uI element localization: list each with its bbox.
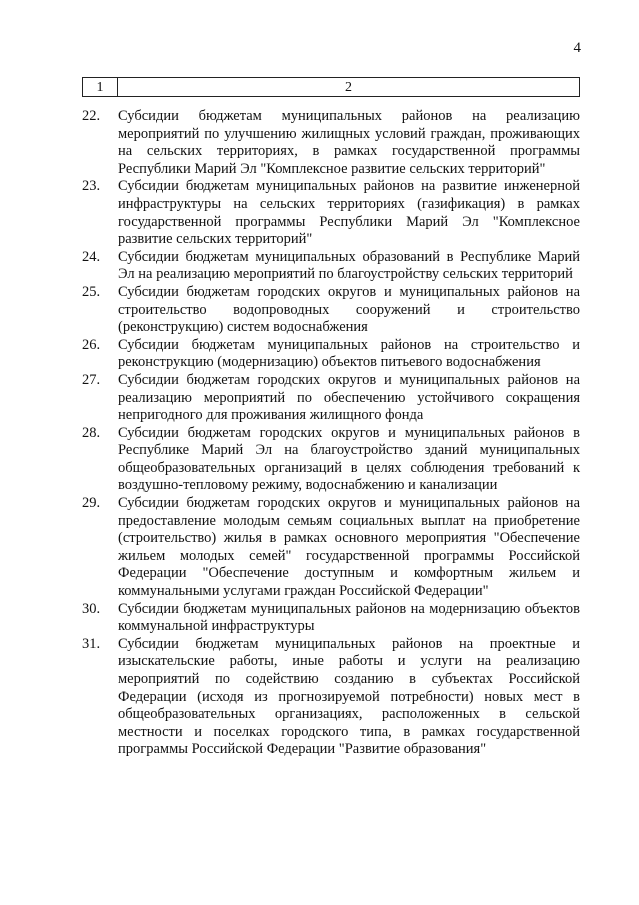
item-text: Субсидии бюджетам муниципальных районов на модернизацию объектов коммунальной инфраструктуры — [118, 600, 580, 635]
list-item — [82, 372, 580, 425]
item-number: 25. — [82, 283, 101, 300]
item-text: Субсидии бюджетам городских округов и муниципальных районов на реализацию мероприятий по обеспечению устойчивого сокращения непригодного для проживания жилищного фонда — [118, 371, 580, 424]
item-number: 31. — [82, 635, 101, 652]
item-number: 24. — [82, 248, 101, 265]
item-text: Субсидии бюджетам муниципальных образований в Республике Марий Эл на реализацию мероприятий по благоустройству сельских территорий — [118, 248, 580, 283]
table-header-col1: 1 — [83, 78, 118, 96]
list-item — [82, 178, 580, 248]
list-item — [82, 284, 580, 337]
item-text: Субсидии бюджетам городских округов и муниципальных районов в Республике Марий Эл на благоустройство зданий муниципальных общеобразовательных организаций в целях соблюдения требований к воздушно-тепловому режиму, водоснабжению и канализации — [118, 424, 580, 494]
list-item — [82, 249, 580, 284]
item-text: Субсидии бюджетам муниципальных районов на строительство и реконструкцию (модернизацию) объектов питьевого водоснабжения — [118, 336, 580, 371]
item-number: 26. — [82, 336, 101, 353]
item-number: 29. — [82, 495, 101, 512]
list-item — [82, 337, 580, 372]
item-text: Субсидии бюджетам городских округов и муниципальных районов на предоставление молодым семьям социальных выплат на приобретение (строительство) жилья в рамках основного мероприятия "Обеспечение жильем молодых семей" государственной программы Российской Федерации "Обеспечение доступным и комфортным жильем и коммунальными услугами граждан Российской Федерации" — [118, 495, 580, 600]
table-header-col2: 2 — [345, 80, 352, 95]
list-item — [82, 425, 580, 495]
item-text: Субсидии бюджетам муниципальных районов на проектные и изыскательские работы, иные работы и услуги на реализацию мероприятий по содействию созданию в субъектах Российской Федерации (исходя из прогнозируемой потребности) новых мест в общеобразовательных организациях, расположенных в сельской местности и поселках городского типа, в рамках государственной программы Российской Федерации "Развитие образования" — [118, 635, 580, 758]
list-item — [82, 495, 580, 601]
list-item — [82, 108, 580, 178]
item-number: 22. — [82, 108, 101, 124]
item-number: 27. — [82, 371, 101, 388]
item-text: Субсидии бюджетам муниципальных районов на реализацию мероприятий по улучшению жилищных условий граждан, проживающих на сельских территориях, в рамках государственной программы Республики Марий Эл "Комплексное развитие сельских территорий" — [118, 108, 580, 177]
list-item — [82, 636, 580, 759]
item-number: 30. — [82, 600, 101, 617]
item-text: Субсидии бюджетам городских округов и муниципальных районов на строительство водопроводных сооружений и строительство (реконструкцию) систем водоснабжения — [118, 283, 580, 336]
item-list — [82, 108, 580, 759]
table-header — [82, 77, 580, 97]
list-item — [82, 601, 580, 636]
item-number: 23. — [82, 178, 101, 195]
item-text: Субсидии бюджетам муниципальных районов на развитие инженерной инфраструктуры на сельских территориях (газификация) в рамках государственной программы Республики Марий Эл "Комплексное развитие сельских территорий" — [118, 178, 580, 248]
item-number: 28. — [82, 424, 101, 441]
page-number: 4 — [573, 40, 581, 56]
